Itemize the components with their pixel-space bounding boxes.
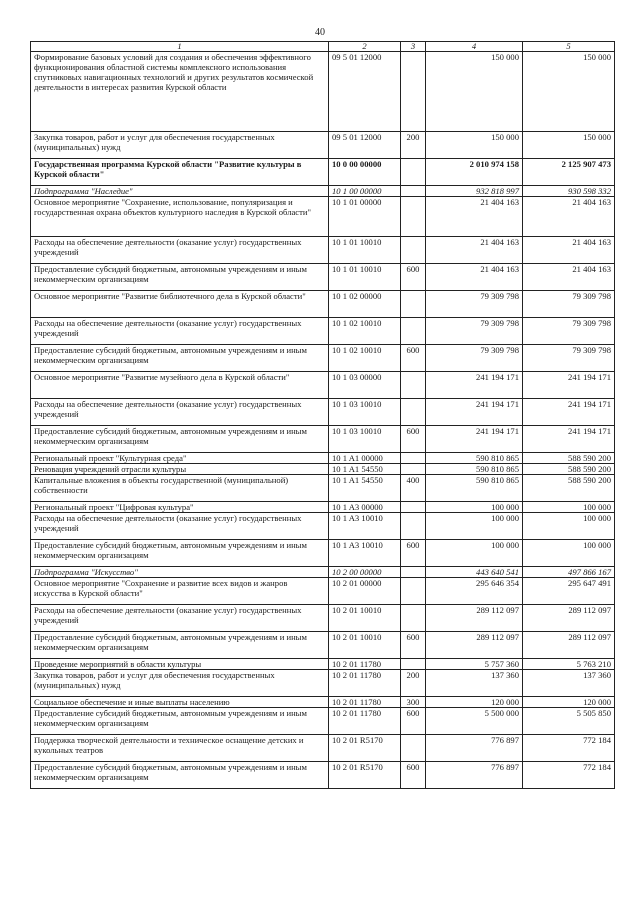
row-expense-type-cell [401, 372, 426, 399]
row-name-cell: Предоставление субсидий бюджетным, автономным учреждениям и иным некоммерческим организациям [31, 762, 329, 789]
row-amount-year2-cell: 120 000 [523, 697, 615, 708]
row-amount-year2-cell: 772 184 [523, 762, 615, 789]
row-code-cell: 10 2 01 10010 [329, 605, 401, 632]
row-expense-type-cell: 300 [401, 697, 426, 708]
column-number: 4 [426, 42, 523, 52]
row-amount-year1-cell: 5 500 000 [426, 708, 523, 735]
table-row [31, 697, 615, 708]
table-row [31, 670, 615, 697]
row-amount-year1-cell: 289 112 097 [426, 632, 523, 659]
row-code-cell: 10 2 01 00000 [329, 578, 401, 605]
row-code-cell: 09 5 01 12000 [329, 52, 401, 132]
row-expense-type-cell [401, 578, 426, 605]
row-expense-type-cell [401, 291, 426, 318]
table-row [31, 159, 615, 186]
row-name-cell: Закупка товаров, работ и услуг для обеспечения государственных (муниципальных) нужд [31, 132, 329, 159]
budget-table [30, 41, 615, 789]
row-expense-type-cell: 600 [401, 540, 426, 567]
row-amount-year1-cell: 100 000 [426, 513, 523, 540]
row-amount-year2-cell: 100 000 [523, 540, 615, 567]
row-amount-year2-cell: 588 590 200 [523, 475, 615, 502]
row-amount-year2-cell: 289 112 097 [523, 605, 615, 632]
row-amount-year2-cell: 5 763 210 [523, 659, 615, 670]
row-code-cell: 10 2 01 R5170 [329, 735, 401, 762]
row-code-cell: 10 1 A3 10010 [329, 513, 401, 540]
row-amount-year2-cell: 2 125 907 473 [523, 159, 615, 186]
row-amount-year1-cell: 241 194 171 [426, 372, 523, 399]
row-name-cell: Предоставление субсидий бюджетным, автономным учреждениям и иным некоммерческим организациям [31, 264, 329, 291]
row-amount-year2-cell: 137 360 [523, 670, 615, 697]
table-row [31, 52, 615, 132]
table-row [31, 291, 615, 318]
row-code-cell: 10 2 01 R5170 [329, 762, 401, 789]
row-expense-type-cell [401, 159, 426, 186]
row-name-cell: Расходы на обеспечение деятельности (оказание услуг) государственных учреждений [31, 237, 329, 264]
row-amount-year1-cell: 590 810 865 [426, 453, 523, 464]
column-number-row [31, 42, 615, 52]
row-name-cell: Основное мероприятие "Сохранение и развитие всех видов и жанров искусства в Курской области" [31, 578, 329, 605]
row-code-cell: 10 0 00 00000 [329, 159, 401, 186]
budget-table-body [31, 42, 615, 789]
row-amount-year2-cell: 930 598 332 [523, 186, 615, 197]
table-row [31, 762, 615, 789]
column-number: 3 [401, 42, 426, 52]
row-code-cell: 10 1 00 00000 [329, 186, 401, 197]
row-code-cell: 10 1 03 10010 [329, 399, 401, 426]
row-expense-type-cell [401, 186, 426, 197]
row-code-cell: 10 1 01 00000 [329, 197, 401, 237]
row-amount-year2-cell: 21 404 163 [523, 237, 615, 264]
row-amount-year2-cell: 241 194 171 [523, 426, 615, 453]
row-name-cell: Предоставление субсидий бюджетным, автономным учреждениям и иным некоммерческим организациям [31, 426, 329, 453]
page-number: 40 [315, 27, 325, 38]
table-row [31, 372, 615, 399]
row-name-cell: Расходы на обеспечение деятельности (оказание услуг) государственных учреждений [31, 605, 329, 632]
row-name-cell: Подпрограмма "Наследие" [31, 186, 329, 197]
row-name-cell: Региональный проект "Культурная среда" [31, 453, 329, 464]
row-amount-year2-cell: 21 404 163 [523, 264, 615, 291]
row-expense-type-cell [401, 399, 426, 426]
table-row [31, 605, 615, 632]
row-expense-type-cell [401, 605, 426, 632]
row-amount-year1-cell: 932 818 997 [426, 186, 523, 197]
row-expense-type-cell: 600 [401, 264, 426, 291]
row-name-cell: Основное мероприятие "Развитие музейного дела в Курской области" [31, 372, 329, 399]
table-row [31, 567, 615, 578]
row-amount-year1-cell: 776 897 [426, 762, 523, 789]
table-row [31, 659, 615, 670]
table-row [31, 237, 615, 264]
row-amount-year2-cell: 5 505 850 [523, 708, 615, 735]
table-row [31, 453, 615, 464]
column-number: 5 [523, 42, 615, 52]
row-amount-year1-cell: 79 309 798 [426, 291, 523, 318]
row-code-cell: 10 2 01 10010 [329, 632, 401, 659]
table-row [31, 464, 615, 475]
row-name-cell: Расходы на обеспечение деятельности (оказание услуг) государственных учреждений [31, 513, 329, 540]
row-amount-year2-cell: 79 309 798 [523, 318, 615, 345]
row-amount-year1-cell: 21 404 163 [426, 264, 523, 291]
row-name-cell: Предоставление субсидий бюджетным, автономным учреждениям и иным некоммерческим организациям [31, 708, 329, 735]
row-amount-year2-cell: 289 112 097 [523, 632, 615, 659]
row-code-cell: 09 5 01 12000 [329, 132, 401, 159]
row-amount-year2-cell: 100 000 [523, 513, 615, 540]
row-amount-year1-cell: 241 194 171 [426, 399, 523, 426]
table-row [31, 197, 615, 237]
row-expense-type-cell [401, 513, 426, 540]
row-code-cell: 10 2 01 11780 [329, 697, 401, 708]
row-code-cell: 10 1 01 10010 [329, 264, 401, 291]
column-number: 1 [31, 42, 329, 52]
row-expense-type-cell: 200 [401, 670, 426, 697]
table-row [31, 735, 615, 762]
row-expense-type-cell: 200 [401, 132, 426, 159]
table-row [31, 578, 615, 605]
row-code-cell: 10 1 02 10010 [329, 318, 401, 345]
row-expense-type-cell [401, 567, 426, 578]
row-code-cell: 10 1 01 10010 [329, 237, 401, 264]
row-amount-year1-cell: 295 646 354 [426, 578, 523, 605]
row-amount-year2-cell: 497 866 167 [523, 567, 615, 578]
row-name-cell: Предоставление субсидий бюджетным, автономным учреждениям и иным некоммерческим организациям [31, 540, 329, 567]
row-code-cell: 10 1 03 00000 [329, 372, 401, 399]
row-amount-year2-cell: 772 184 [523, 735, 615, 762]
row-expense-type-cell [401, 237, 426, 264]
row-code-cell: 10 1 A3 00000 [329, 502, 401, 513]
row-amount-year1-cell: 289 112 097 [426, 605, 523, 632]
row-name-cell: Поддержка творческой деятельности и техническое оснащение детских и кукольных театров [31, 735, 329, 762]
row-expense-type-cell [401, 453, 426, 464]
row-expense-type-cell [401, 659, 426, 670]
table-row [31, 345, 615, 372]
row-expense-type-cell [401, 464, 426, 475]
table-row [31, 426, 615, 453]
row-name-cell: Предоставление субсидий бюджетным, автономным учреждениям и иным некоммерческим организациям [31, 632, 329, 659]
row-name-cell: Основное мероприятие "Развитие библиотечного дела в Курской области" [31, 291, 329, 318]
row-name-cell: Формирование базовых условий для создания и обеспечения эффективного функционирования областной системы комплексного использования спутниковых навигационных технологий и других результатов космической деятельности в интересах развития Курской области [31, 52, 329, 132]
row-amount-year2-cell: 150 000 [523, 132, 615, 159]
row-amount-year2-cell: 295 647 491 [523, 578, 615, 605]
row-amount-year1-cell: 590 810 865 [426, 464, 523, 475]
table-row [31, 475, 615, 502]
row-expense-type-cell: 400 [401, 475, 426, 502]
table-row [31, 708, 615, 735]
row-expense-type-cell: 600 [401, 345, 426, 372]
row-code-cell: 10 1 A1 00000 [329, 453, 401, 464]
row-amount-year2-cell: 79 309 798 [523, 291, 615, 318]
row-amount-year2-cell: 588 590 200 [523, 464, 615, 475]
row-amount-year1-cell: 100 000 [426, 540, 523, 567]
table-row [31, 132, 615, 159]
row-amount-year1-cell: 21 404 163 [426, 197, 523, 237]
row-amount-year2-cell: 241 194 171 [523, 372, 615, 399]
row-amount-year1-cell: 79 309 798 [426, 318, 523, 345]
row-amount-year1-cell: 241 194 171 [426, 426, 523, 453]
table-row [31, 264, 615, 291]
table-row [31, 540, 615, 567]
row-amount-year2-cell: 150 000 [523, 52, 615, 132]
row-amount-year1-cell: 776 897 [426, 735, 523, 762]
row-name-cell: Региональный проект "Цифровая культура" [31, 502, 329, 513]
row-code-cell: 10 1 03 10010 [329, 426, 401, 453]
table-row [31, 513, 615, 540]
row-name-cell: Проведение мероприятий в области культуры [31, 659, 329, 670]
row-amount-year2-cell: 241 194 171 [523, 399, 615, 426]
row-amount-year1-cell: 79 309 798 [426, 345, 523, 372]
row-amount-year1-cell: 5 757 360 [426, 659, 523, 670]
row-expense-type-cell [401, 52, 426, 132]
row-amount-year1-cell: 590 810 865 [426, 475, 523, 502]
row-amount-year1-cell: 150 000 [426, 132, 523, 159]
row-code-cell: 10 1 A1 54550 [329, 475, 401, 502]
row-name-cell: Капитальные вложения в объекты государственной (муниципальной) собственности [31, 475, 329, 502]
row-expense-type-cell: 600 [401, 426, 426, 453]
row-amount-year2-cell: 588 590 200 [523, 453, 615, 464]
row-expense-type-cell: 600 [401, 708, 426, 735]
row-name-cell: Расходы на обеспечение деятельности (оказание услуг) государственных учреждений [31, 399, 329, 426]
table-row [31, 502, 615, 513]
row-name-cell: Предоставление субсидий бюджетным, автономным учреждениям и иным некоммерческим организациям [31, 345, 329, 372]
row-amount-year2-cell: 79 309 798 [523, 345, 615, 372]
row-code-cell: 10 2 00 00000 [329, 567, 401, 578]
row-amount-year1-cell: 21 404 163 [426, 237, 523, 264]
column-number: 2 [329, 42, 401, 52]
row-name-cell: Государственная программа Курской области "Развитие культуры в Курской области" [31, 159, 329, 186]
row-amount-year1-cell: 137 360 [426, 670, 523, 697]
row-code-cell: 10 2 01 11780 [329, 670, 401, 697]
row-expense-type-cell [401, 197, 426, 237]
row-amount-year2-cell: 21 404 163 [523, 197, 615, 237]
row-name-cell: Закупка товаров, работ и услуг для обеспечения государственных (муниципальных) нужд [31, 670, 329, 697]
row-amount-year1-cell: 150 000 [426, 52, 523, 132]
row-name-cell: Расходы на обеспечение деятельности (оказание услуг) государственных учреждений [31, 318, 329, 345]
table-row [31, 318, 615, 345]
row-expense-type-cell [401, 735, 426, 762]
row-amount-year1-cell: 443 640 541 [426, 567, 523, 578]
row-code-cell: 10 1 02 10010 [329, 345, 401, 372]
row-amount-year1-cell: 100 000 [426, 502, 523, 513]
row-code-cell: 10 2 01 11780 [329, 708, 401, 735]
row-name-cell: Основное мероприятие "Сохранение, использование, популяризация и государственная охрана объектов культурного наследия в Курской области" [31, 197, 329, 237]
row-code-cell: 10 1 02 00000 [329, 291, 401, 318]
row-name-cell: Подпрограмма "Искусство" [31, 567, 329, 578]
row-code-cell: 10 2 01 11780 [329, 659, 401, 670]
row-amount-year1-cell: 2 010 974 158 [426, 159, 523, 186]
row-amount-year1-cell: 120 000 [426, 697, 523, 708]
table-row [31, 186, 615, 197]
row-amount-year2-cell: 100 000 [523, 502, 615, 513]
table-row [31, 632, 615, 659]
row-name-cell: Реновация учреждений отрасли культуры [31, 464, 329, 475]
table-row [31, 399, 615, 426]
row-code-cell: 10 1 A1 54550 [329, 464, 401, 475]
row-expense-type-cell [401, 318, 426, 345]
row-name-cell: Социальное обеспечение и иные выплаты населению [31, 697, 329, 708]
row-expense-type-cell: 600 [401, 632, 426, 659]
row-code-cell: 10 1 A3 10010 [329, 540, 401, 567]
row-expense-type-cell [401, 502, 426, 513]
row-expense-type-cell: 600 [401, 762, 426, 789]
